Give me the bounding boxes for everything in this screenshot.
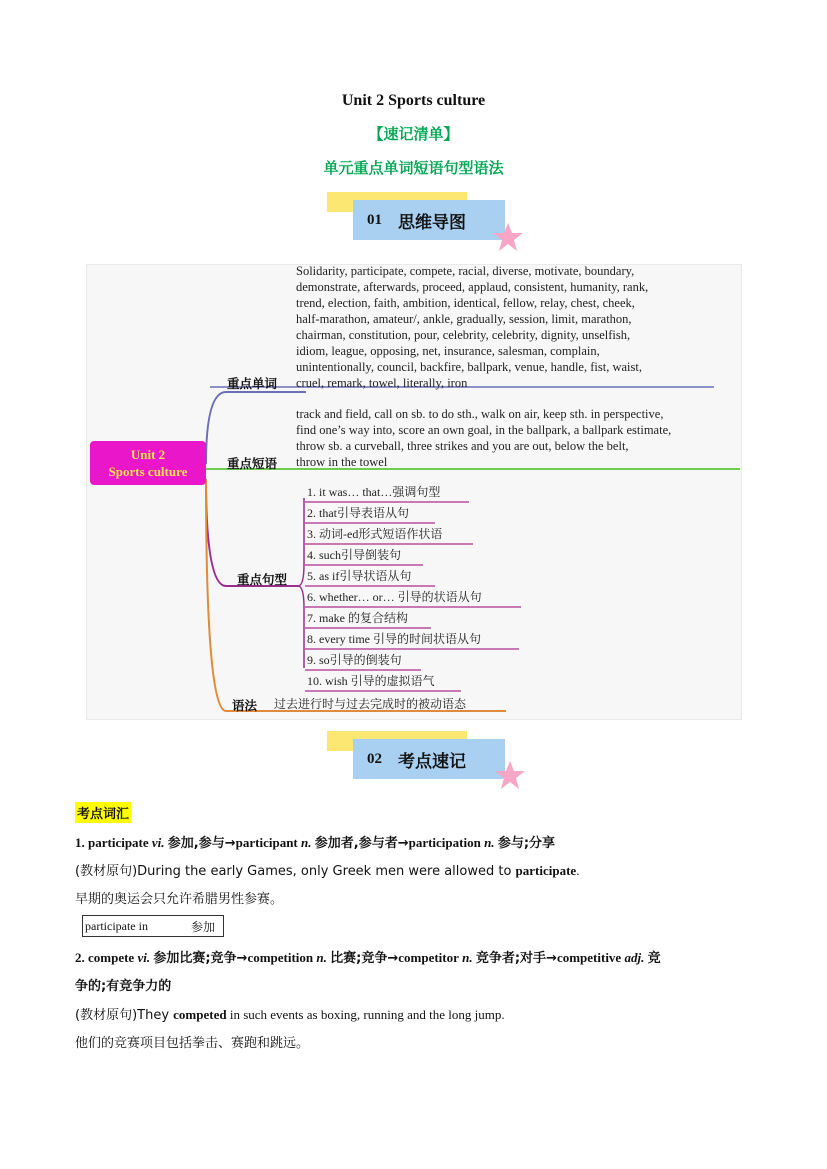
part-of-speech: vi. (137, 950, 151, 965)
pattern-item: 10. wish 引导的虚拟语气 (305, 673, 461, 692)
definition: 参加者,参与者→ (314, 836, 409, 851)
words-line: trend, election, faith, ambition, identical, fellow, relay, chest, cheek, (296, 296, 635, 310)
pattern-item: 8. every time 引导的时间状语从句 (305, 631, 519, 650)
definition: 竞 (647, 951, 661, 966)
unit-summary-heading: 单元重点单词短语句型语法 (323, 159, 504, 177)
phrase: participate in (85, 918, 148, 933)
definition: 参与;分享 (497, 836, 556, 851)
section-label: 考点速记 (398, 751, 466, 772)
translation-2: 他们的竞赛项目包括拳击、赛跑和跳远。 (75, 1036, 310, 1051)
grammar-text: 过去进行时与过去完成时的被动语态 (274, 697, 467, 711)
pattern-item: 6. whether… or… 引导的状语从句 (305, 589, 521, 608)
part-of-speech: adj. (624, 950, 645, 965)
derived-word: competition (247, 950, 314, 965)
root-line-2: Sports culture (108, 464, 188, 479)
sentence-patterns-list (305, 484, 525, 692)
words-line: unintentionally, council, backfire, ballpark, venue, handle, fist, waist, (296, 360, 642, 374)
section-label: 思维导图 (398, 212, 466, 233)
source-sentence-1 (75, 860, 579, 879)
section-banner-keypoints (353, 739, 505, 779)
branch-label-sentences: 重点句型 (237, 572, 288, 587)
pattern-item: 5. as if引导状语从句 (305, 568, 435, 587)
words-line: cruel, remark, towel, literally, iron (296, 376, 468, 390)
section-number: 01 (367, 211, 382, 228)
words-line: half-marathon, amateur/, ankle, gradually, session, limit, marathon, (296, 312, 632, 326)
pattern-item: 1. it was… that…强调句型 (305, 484, 469, 503)
words-line: idiom, league, opposing, net, insurance, salesman, complain, (296, 344, 600, 358)
definition: 比赛;竞争→ (330, 951, 399, 966)
highlighted-word: participate (515, 863, 577, 878)
sentence-text: (教材原句)During the early Games, only Greek men were allowed to (75, 864, 516, 879)
phrases-line: throw in the towel (296, 455, 388, 469)
pattern-item: 7. make 的复合结构 (305, 610, 431, 629)
sentence-text: . (576, 863, 580, 878)
definition: 参加,参与→ (167, 836, 236, 851)
pattern-item: 3. 动词-ed形式短语作状语 (305, 526, 473, 545)
root-line-1: Unit 2 (130, 447, 166, 462)
pattern-item: 2. that引导表语从句 (305, 505, 435, 524)
page-title: Unit 2 Sports culture (341, 92, 486, 109)
definition: 参加比赛;竞争→ (153, 951, 248, 966)
derived-word: competitor (398, 950, 459, 965)
part-of-speech: n. (462, 950, 473, 965)
entry-number: 1. (75, 835, 85, 850)
part-of-speech: vi. (151, 835, 165, 850)
source-sentence-2 (75, 1004, 505, 1023)
pattern-item: 9. so引导的倒装句 (305, 652, 421, 671)
pattern-item: 4. such引导倒装句 (305, 547, 423, 566)
part-of-speech: n. (301, 835, 312, 850)
derived-word: competitive (556, 950, 622, 965)
definition-continued: 争的;有竞争力的 (75, 979, 172, 994)
phrase-box (82, 915, 224, 937)
phrase-meaning: 参加 (191, 919, 216, 934)
entry-number: 2. (75, 950, 85, 965)
headword: participate (88, 835, 149, 850)
definition: 竞争者;对手→ (475, 951, 557, 966)
words-line: Solidarity, participate, compete, racial, diverse, motivate, boundary, (296, 264, 635, 278)
part-of-speech: n. (484, 835, 495, 850)
highlighted-word: competed (173, 1007, 227, 1022)
part-of-speech: n. (316, 950, 327, 965)
star-icon (494, 760, 526, 790)
branch-label-words: 重点单词 (227, 376, 278, 391)
headword: compete (88, 950, 135, 965)
vocab-entry-2 (75, 947, 661, 966)
mindmap-root (90, 441, 206, 485)
section-banner-mindmap (353, 200, 505, 240)
branch-label-phrases: 重点短语 (227, 456, 278, 471)
phrases-line: throw sb. a curveball, three strikes and you are out, below the belt, (296, 439, 629, 453)
section-number: 02 (367, 750, 382, 767)
vocab-entry-1 (75, 832, 555, 851)
words-list (296, 263, 648, 391)
sentence-text: in such events as boxing, running and the long jump. (226, 1007, 505, 1022)
words-line: demonstrate, afterwards, proceed, applaud, consistent, humanity, rank, (296, 280, 649, 294)
star-icon (492, 222, 524, 252)
branch-label-grammar: 语法 (232, 698, 258, 713)
phrases-list (296, 406, 671, 470)
words-line: chairman, constitution, pour, celebrity, celebrity, dignity, unselfish, (296, 328, 631, 342)
derived-word: participant (235, 835, 298, 850)
derived-word: participation (408, 835, 481, 850)
vocab-heading: 考点词汇 (75, 802, 131, 823)
phrases-line: find one’s way into, score an own goal, in the ballpark, a ballpark estimate, (296, 423, 672, 437)
quick-notes-heading: 【速记清单】 (368, 125, 459, 143)
phrases-line: track and field, call on sb. to do sth., walk on air, keep sth. in perspective, (296, 407, 664, 421)
sentence-text: (教材原句)They (75, 1008, 174, 1023)
translation-1: 早期的奥运会只允许希腊男性参赛。 (75, 892, 284, 907)
